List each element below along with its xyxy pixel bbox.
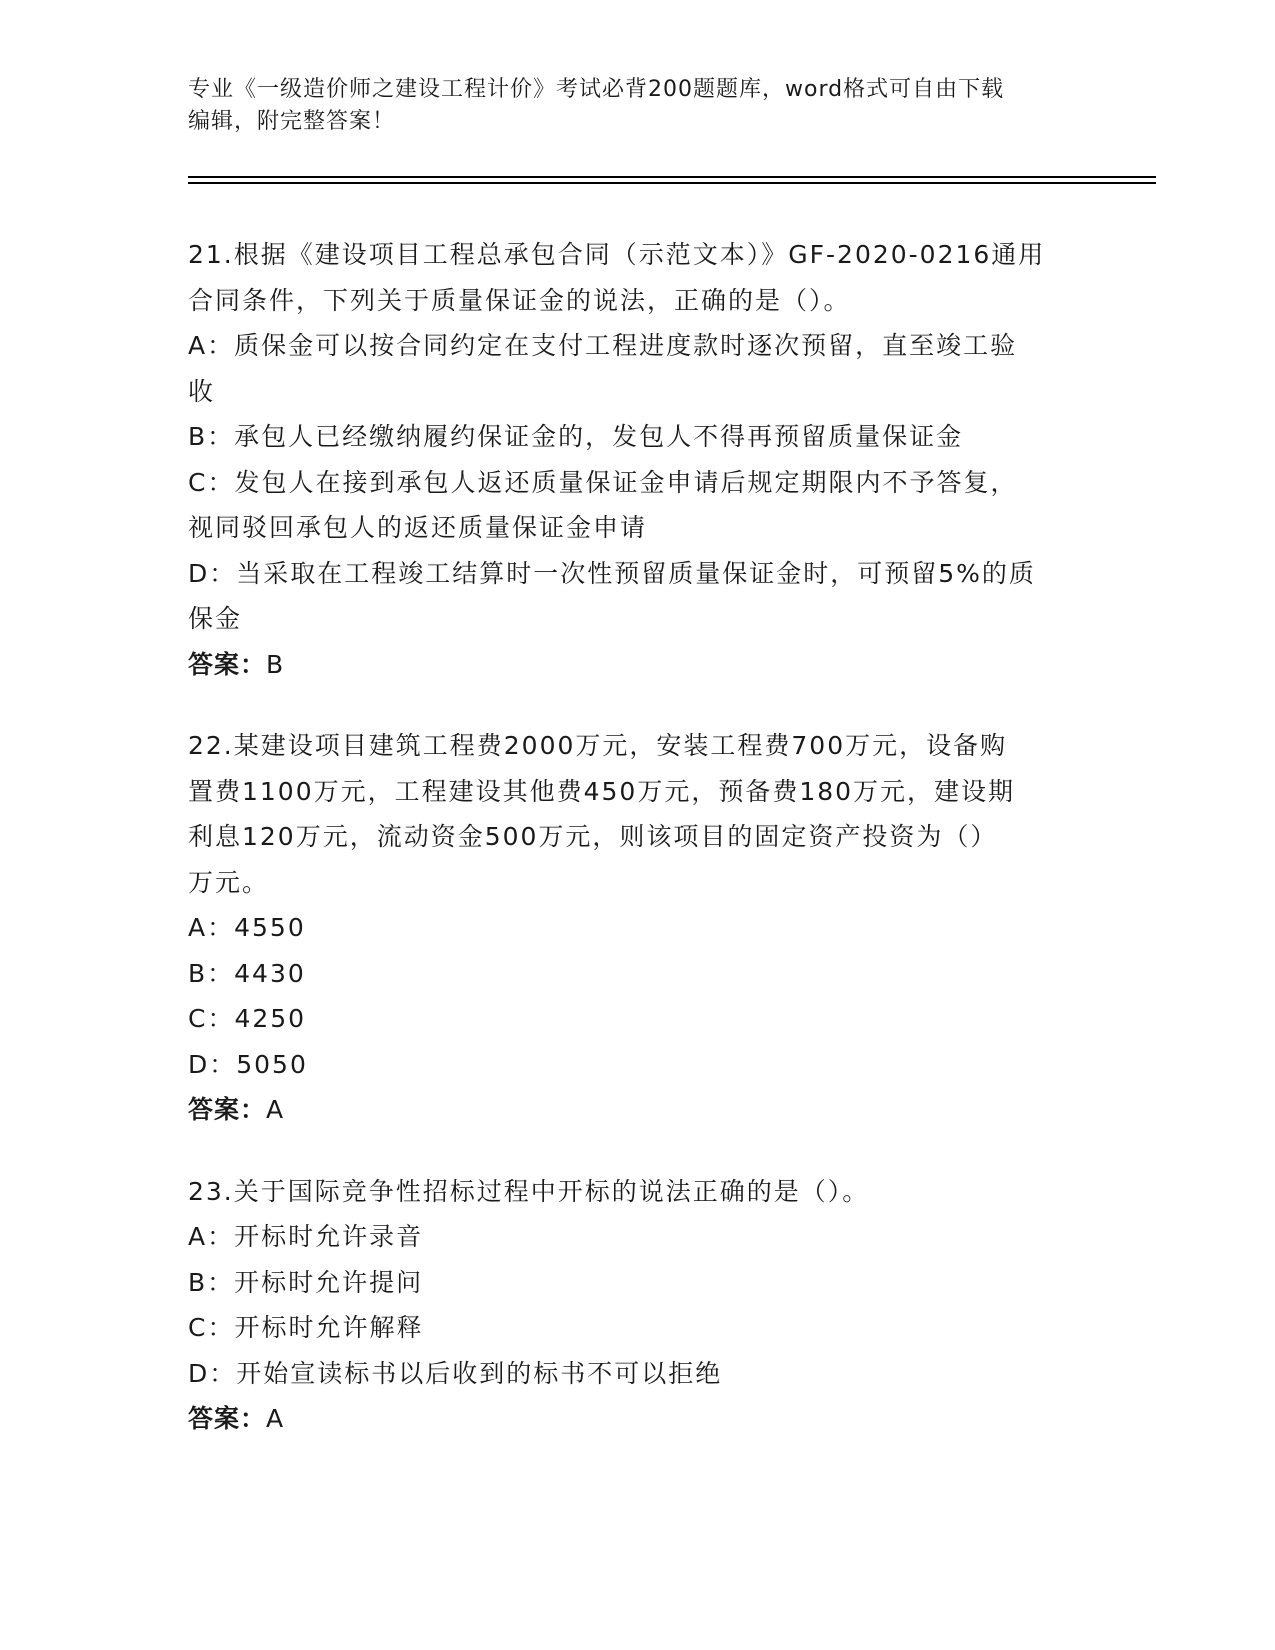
question-22 (188, 723, 1088, 1133)
answer (188, 642, 1088, 688)
option-d-continued: 保金 (188, 604, 243, 633)
option-d: D：当采取在工程竣工结算时一次性预留质量保证金时，可预留5%的质 (188, 558, 1036, 588)
header-divider-top (188, 176, 1156, 178)
option-a: A：开标时允许录音 (188, 1222, 424, 1251)
option-c: C：4250 (188, 1004, 307, 1033)
question-text: 23.关于国际竞争性招标过程中开标的说法正确的是（）。 (188, 1176, 870, 1206)
option-b: B：开标时允许提问 (188, 1267, 424, 1297)
answer-label: 答案： (188, 1095, 267, 1124)
answer-value: B (266, 649, 285, 679)
header-line-2: 编辑，附完整答案！ (188, 109, 396, 134)
answer-label: 答案： (188, 649, 267, 679)
question-21 (188, 232, 1088, 687)
option-c-continued: 视同驳回承包人的返还质量保证金申请 (188, 513, 648, 542)
question-text: 22.某建设项目建筑工程费2000万元，安装工程费700万元，设备购 (188, 731, 1008, 760)
question-text: 21.根据《建设项目工程总承包合同（示范文本）》GF-2020-0216通用 (188, 240, 1046, 269)
header-divider-bottom (188, 182, 1156, 184)
question-text: 置费1100万元，工程建设其他费450万元，预备费180万元，建设期 (188, 776, 1016, 806)
answer-value: A (266, 1404, 285, 1433)
option-c: C：发包人在接到承包人返还质量保证金申请后规定期限内不予答复， (188, 467, 1018, 497)
question-text: 合同条件，下列关于质量保证金的说法，正确的是（）。 (188, 285, 851, 315)
question-list (188, 232, 1088, 1478)
answer (188, 1396, 1088, 1442)
document-header (188, 74, 1088, 138)
header-line-1: 专业《一级造价师之建设工程计价》考试必背200题题库，word格式可自由下载 (188, 77, 1005, 102)
option-a-continued: 收 (188, 376, 216, 406)
answer-label: 答案： (188, 1404, 267, 1433)
question-23 (188, 1169, 1088, 1442)
option-b: B：承包人已经缴纳履约保证金的，发包人不得再预留质量保证金 (188, 422, 964, 451)
option-d: D：开始宣读标书以后收到的标书不可以拒绝 (188, 1358, 723, 1388)
answer-value: A (266, 1095, 285, 1124)
option-a: A：质保金可以按合同约定在支付工程进度款时逐次预留，直至竣工验 (188, 331, 1018, 360)
option-d: D：5050 (188, 1049, 308, 1079)
question-text: 万元。 (188, 867, 270, 897)
option-c: C：开标时允许解释 (188, 1313, 424, 1342)
question-text: 利息120万元，流动资金500万元，则该项目的固定资产投资为（） (188, 822, 998, 851)
option-a: A：4550 (188, 913, 306, 942)
answer (188, 1087, 1088, 1133)
option-b: B：4430 (188, 958, 306, 988)
